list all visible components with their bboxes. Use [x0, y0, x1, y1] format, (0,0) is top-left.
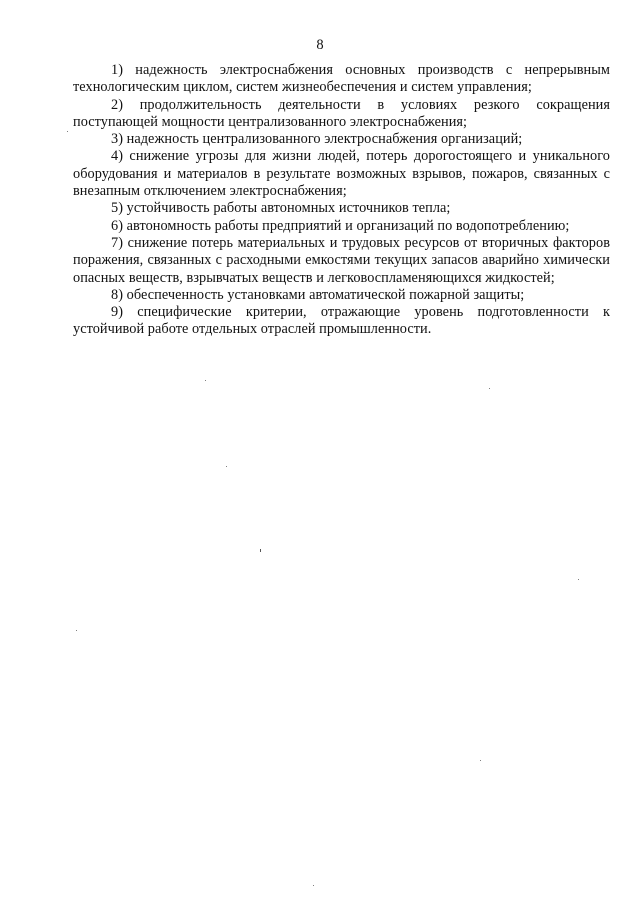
scan-speck — [226, 466, 227, 467]
scan-speck — [489, 388, 490, 389]
list-item: 2) продолжительность деятельности в условиях резкого сокращения поступающей мощности централизованного электроснабжения; — [73, 96, 610, 130]
list-item: 9) специфические критерии, отражающие уровень подготовленности к устойчивой работе отдельных отраслей промышленности. — [73, 304, 610, 338]
list-item: 6) автономность работы предприятий и организаций по водопотреблению; — [111, 217, 570, 234]
scan-speck — [67, 131, 68, 132]
list-item: 5) устойчивость работы автономных источников тепла; — [111, 200, 451, 217]
page-number: 8 — [316, 37, 324, 53]
scan-speck — [205, 380, 206, 381]
list-item: 8) обеспеченность установками автоматической пожарной защиты; — [111, 286, 525, 303]
scan-speck — [260, 549, 261, 552]
list-item: 7) снижение потерь материальных и трудовых ресурсов от вторичных факторов поражения, связанных с расходными емкостями текущих запасов аварийно химически опасных веществ, взрывчатых веществ и легковоспламеняющихся жидкостей; — [73, 234, 610, 286]
list-item: 4) снижение угрозы для жизни людей, потерь дорогостоящего и уникального оборудования и материалов в результате возможных взрывов, пожаров, связанных с внезапным отключением электроснабжения; — [73, 148, 610, 200]
scan-speck — [313, 885, 314, 886]
list-item: 1) надежность электроснабжения основных производств с непрерывным технологическим циклом, систем жизнеобеспечения и систем управления; — [73, 62, 610, 96]
criteria-list — [73, 62, 610, 339]
scan-speck — [76, 630, 77, 631]
scan-speck — [480, 760, 481, 761]
list-item: 3) надежность централизованного электроснабжения организаций; — [111, 131, 523, 148]
scan-speck — [578, 579, 579, 580]
